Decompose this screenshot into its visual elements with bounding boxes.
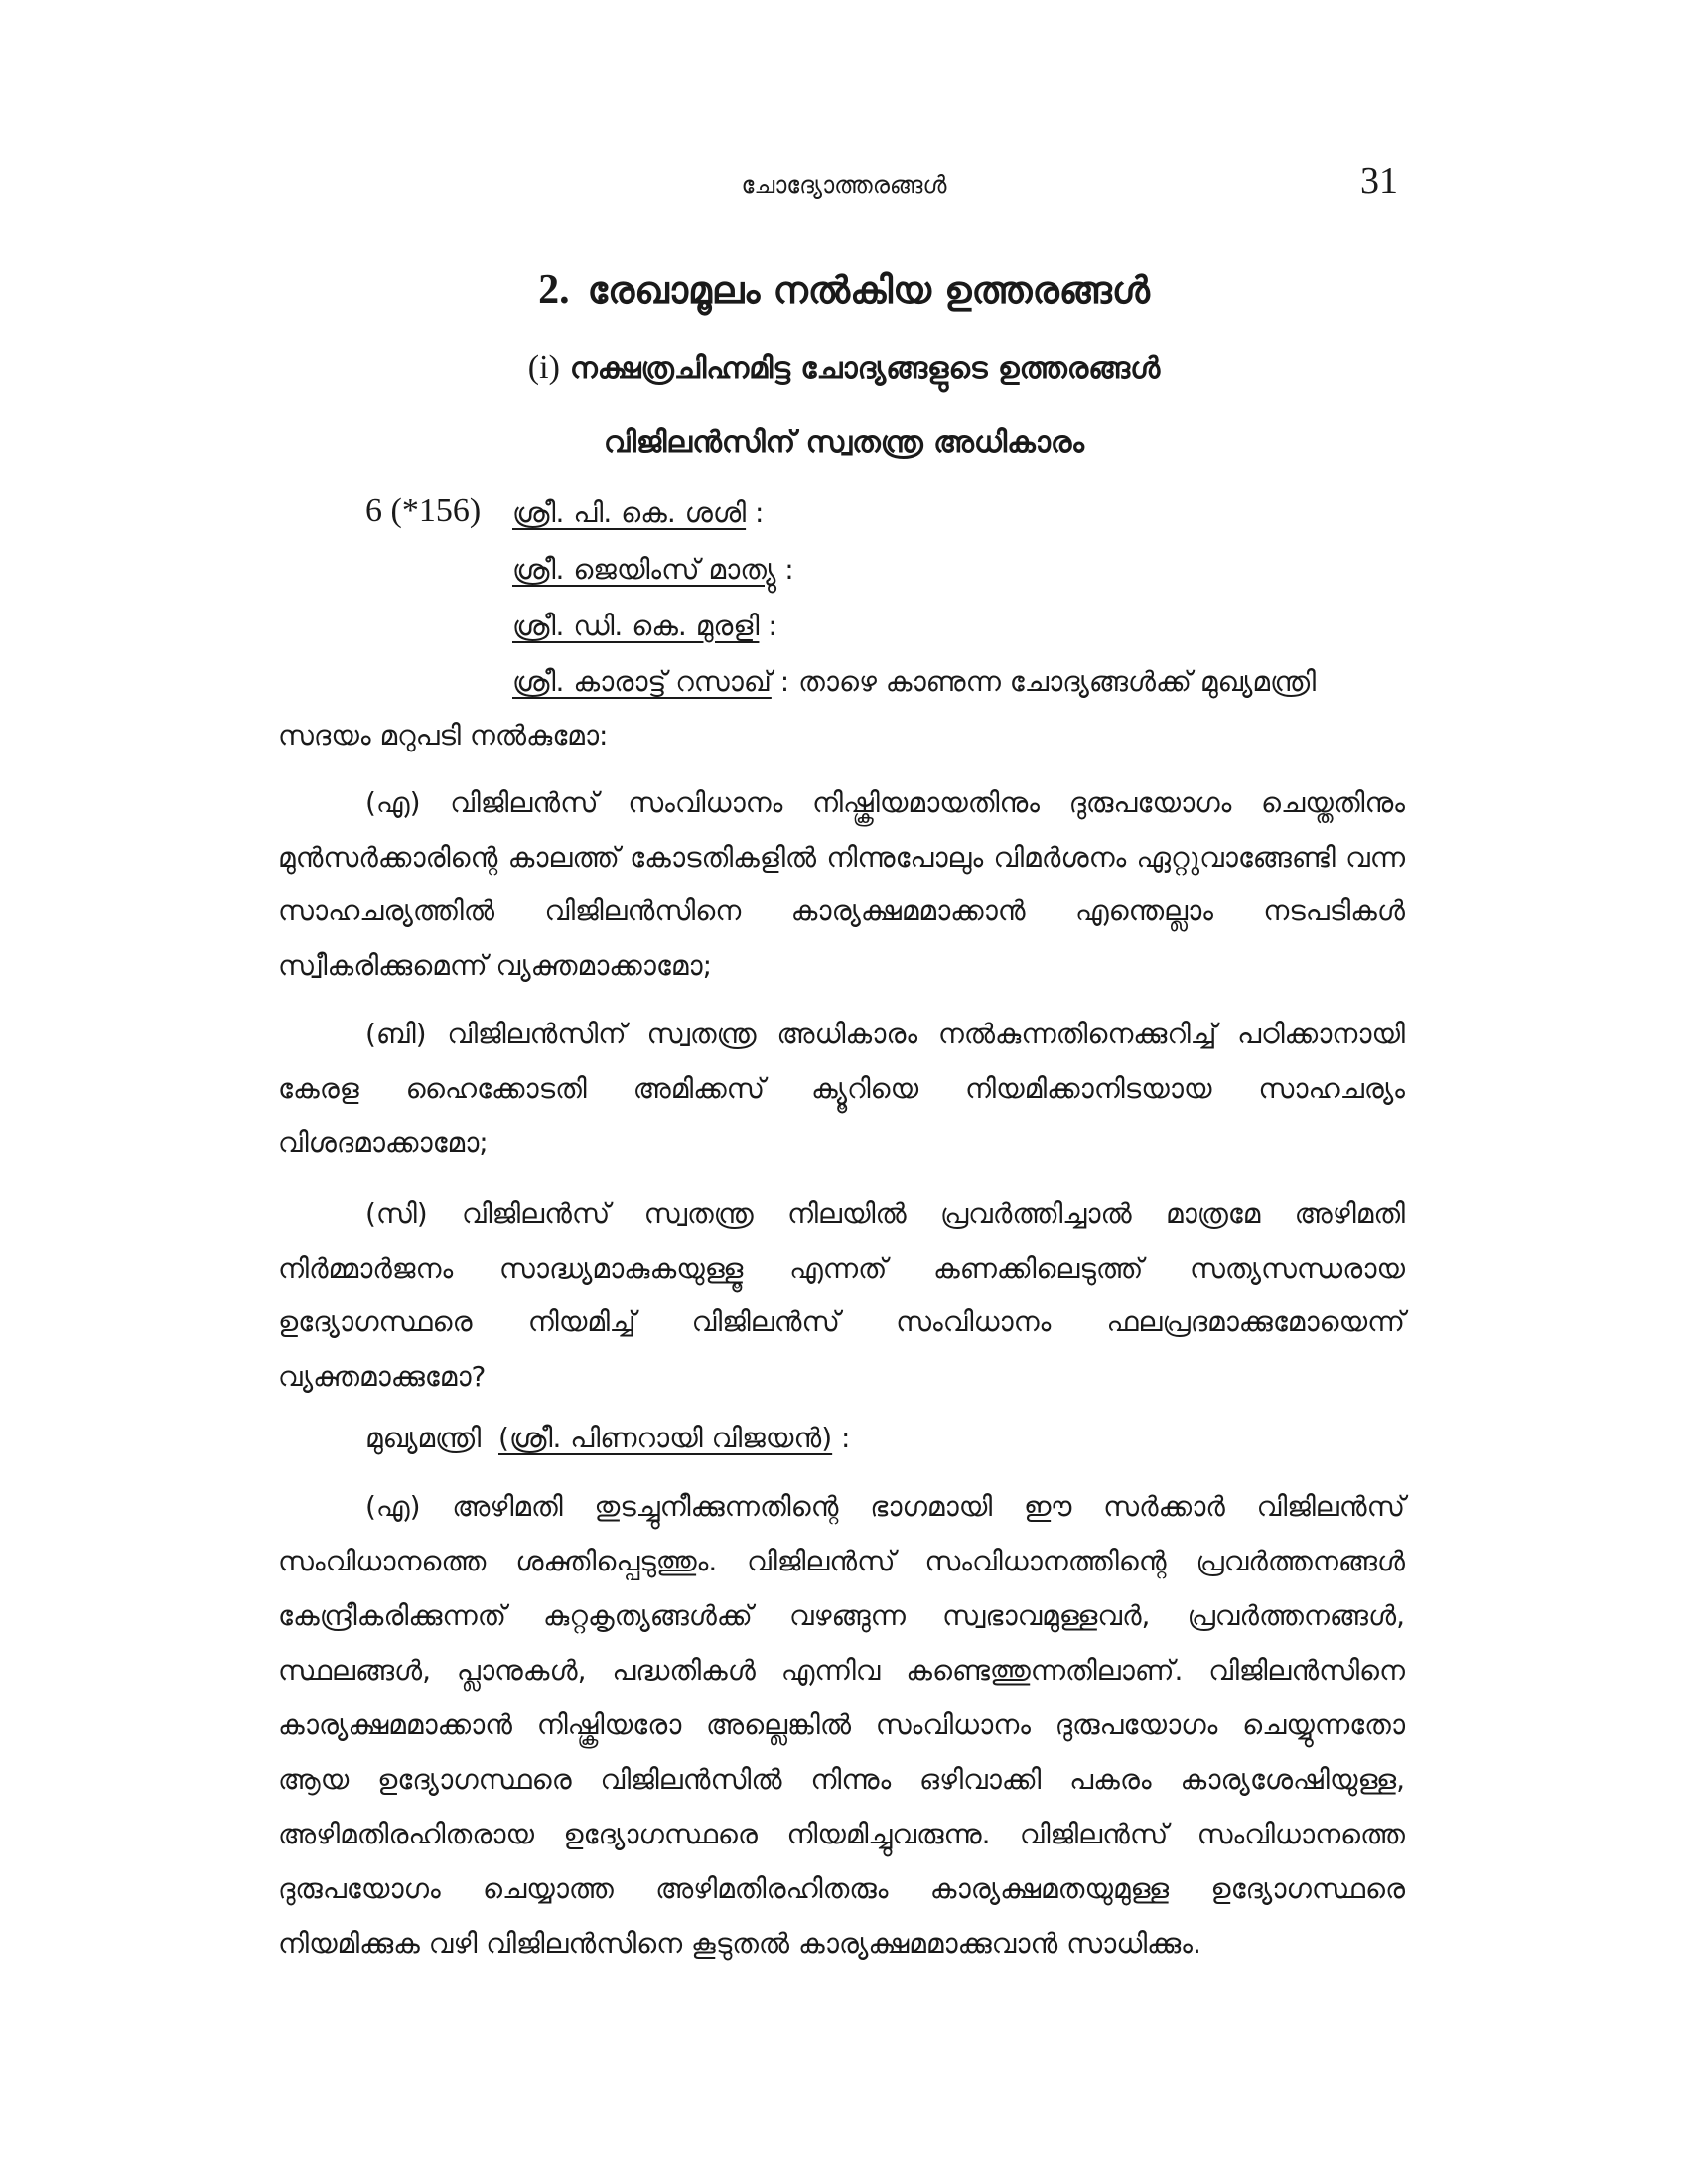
request-line: സദയം മറുപടി നൽകുമോ:	[278, 719, 609, 751]
member-name: ശ്രീ. പി. കെ. ശശി	[512, 496, 747, 529]
question-title: വിജിലൻസിന് സ്വതന്ത്ര അധികാരം	[604, 425, 1084, 460]
section-heading	[0, 266, 1688, 314]
member-line	[512, 496, 764, 530]
member-line	[512, 553, 794, 587]
member-name: ശ്രീ. ഡി. കെ. മുരളി	[512, 610, 760, 642]
member-suffix: :	[746, 496, 765, 529]
subsection-number: (i)	[527, 349, 560, 386]
question-part-c: (സി) വിജിലൻസ് സ്വതന്ത്ര നിലയിൽ പ്രവർത്തിച്ചാൽ മാത്രമേ അഴിമതി നിർമ്മാർജനം സാദ്ധ്യമാകുകയുള്ളൂ എന്നത് കണക്കിലെടുത്ത് സത്യസന്ധരായ ഉദ്യോഗസ്ഥരെ നിയമിച്ച് വിജിലൻസ് സംവിധാനം ഫലപ്രദമാക്കുമോയെന്ന് വ്യക്തമാക്കുമോ?	[278, 1197, 1405, 1393]
member-line	[512, 665, 1316, 699]
answer-part-a: (എ) അഴിമതി തുടച്ചുനീക്കുന്നതിന്റെ ഭാഗമായി ഈ സർക്കാർ വിജിലൻസ് സംവിധാനത്തെ ശക്തിപ്പെടുത്തും. വിജിലൻസ് സംവിധാനത്തിന്റെ പ്രവർത്തനങ്ങൾ കേന്ദ്രീകരിക്കുന്നത് കുറ്റകൃത്യങ്ങൾക്ക് വഴങ്ങുന്ന സ്വഭാവമുള്ളവർ, പ്രവർത്തനങ്ങൾ, സ്ഥലങ്ങൾ, പ്ലാനുകൾ, പദ്ധതികൾ എന്നിവ കണ്ടെത്തുന്നതിലാണ്. വിജിലൻസിനെ കാര്യക്ഷമമാക്കാൻ നിഷ്ക്രിയരോ അല്ലെങ്കിൽ സംവിധാനം ദുരുപയോഗം ചെയ്യുന്നതോ ആയ ഉദ്യോഗസ്ഥരെ വിജിലൻസിൽ നിന്നും ഒഴിവാക്കി പകരം കാര്യശേഷിയുള്ള, അഴിമതിരഹിതരായ ഉദ്യോഗസ്ഥരെ നിയമിച്ചുവരുന്നു. വിജിലൻസ് സംവിധാനത്തെ ദുരുപയോഗം ചെയ്യാത്ത അഴിമതിരഹിതരും കാര്യക്ഷമതയുമുള്ള ഉദ്യോഗസ്ഥരെ നിയമിക്കുക വഴി വിജിലൻസിനെ കൂടുതൽ കാര്യക്ഷമമാക്കുവാൻ സാധിക്കും.	[278, 1490, 1405, 1960]
question-number: 6 (*156)	[365, 492, 482, 529]
member-suffix: : താഴെ കാണുന്ന ചോദ്യങ്ങൾക്ക് മുഖ്യമന്ത്രി	[771, 665, 1317, 698]
member-suffix: :	[759, 610, 777, 642]
member-name: ശ്രീ. കാരാട്ട് റസാഖ്	[512, 665, 772, 698]
answerer-suffix: :	[832, 1422, 851, 1454]
answerer-role: മുഖ്യമന്ത്രി	[365, 1422, 482, 1454]
member-name: ശ്രീ. ജെയിംസ് മാത്യു	[512, 553, 776, 586]
section-title: രേഖാമൂലം നൽകിയ ഉത്തരങ്ങൾ	[587, 268, 1150, 312]
subsection-heading	[0, 349, 1688, 387]
answerer-name: (ശ്രീ. പിണറായി വിജയൻ)	[498, 1422, 833, 1454]
page-number: 31	[1360, 160, 1398, 202]
question-part-b: (ബി) വിജിലൻസിന് സ്വതന്ത്ര അധികാരം നൽകുന്നതിനെക്കുറിച്ച് പഠിക്കാനായി കേരള ഹൈക്കോടതി അമിക്കസ് ക്യൂറിയെ നിയമിക്കാനിടയായ സാഹചര്യം വിശദമാക്കാമോ;	[278, 1018, 1405, 1159]
member-suffix: :	[775, 553, 794, 586]
member-line	[512, 610, 777, 643]
subsection-title: നക്ഷത്രചിഹ്നമിട്ട ചോദ്യങ്ങളുടെ ഉത്തരങ്ങൾ	[569, 351, 1161, 386]
question-part-a: (എ) വിജിലൻസ് സംവിധാനം നിഷ്ക്രിയമായതിനും ദുരുപയോഗം ചെയ്തതിനും മുൻസർക്കാരിന്റെ കാലത്ത് കോടതികളിൽ നിന്നുപോലും വിമർശനം ഏറ്റുവാങ്ങേണ്ടി വന്ന സാഹചര്യത്തിൽ വിജിലൻസിനെ കാര്യക്ഷമമാക്കാൻ എന്തെല്ലാം നടപടികൾ സ്വീകരിക്കുമെന്ന് വ്യക്തമാക്കാമോ;	[278, 786, 1405, 982]
section-number: 2.	[538, 267, 570, 313]
answerer-line	[365, 1422, 851, 1455]
running-header: ചോദ്യോത്തരങ്ങൾ	[741, 171, 947, 199]
